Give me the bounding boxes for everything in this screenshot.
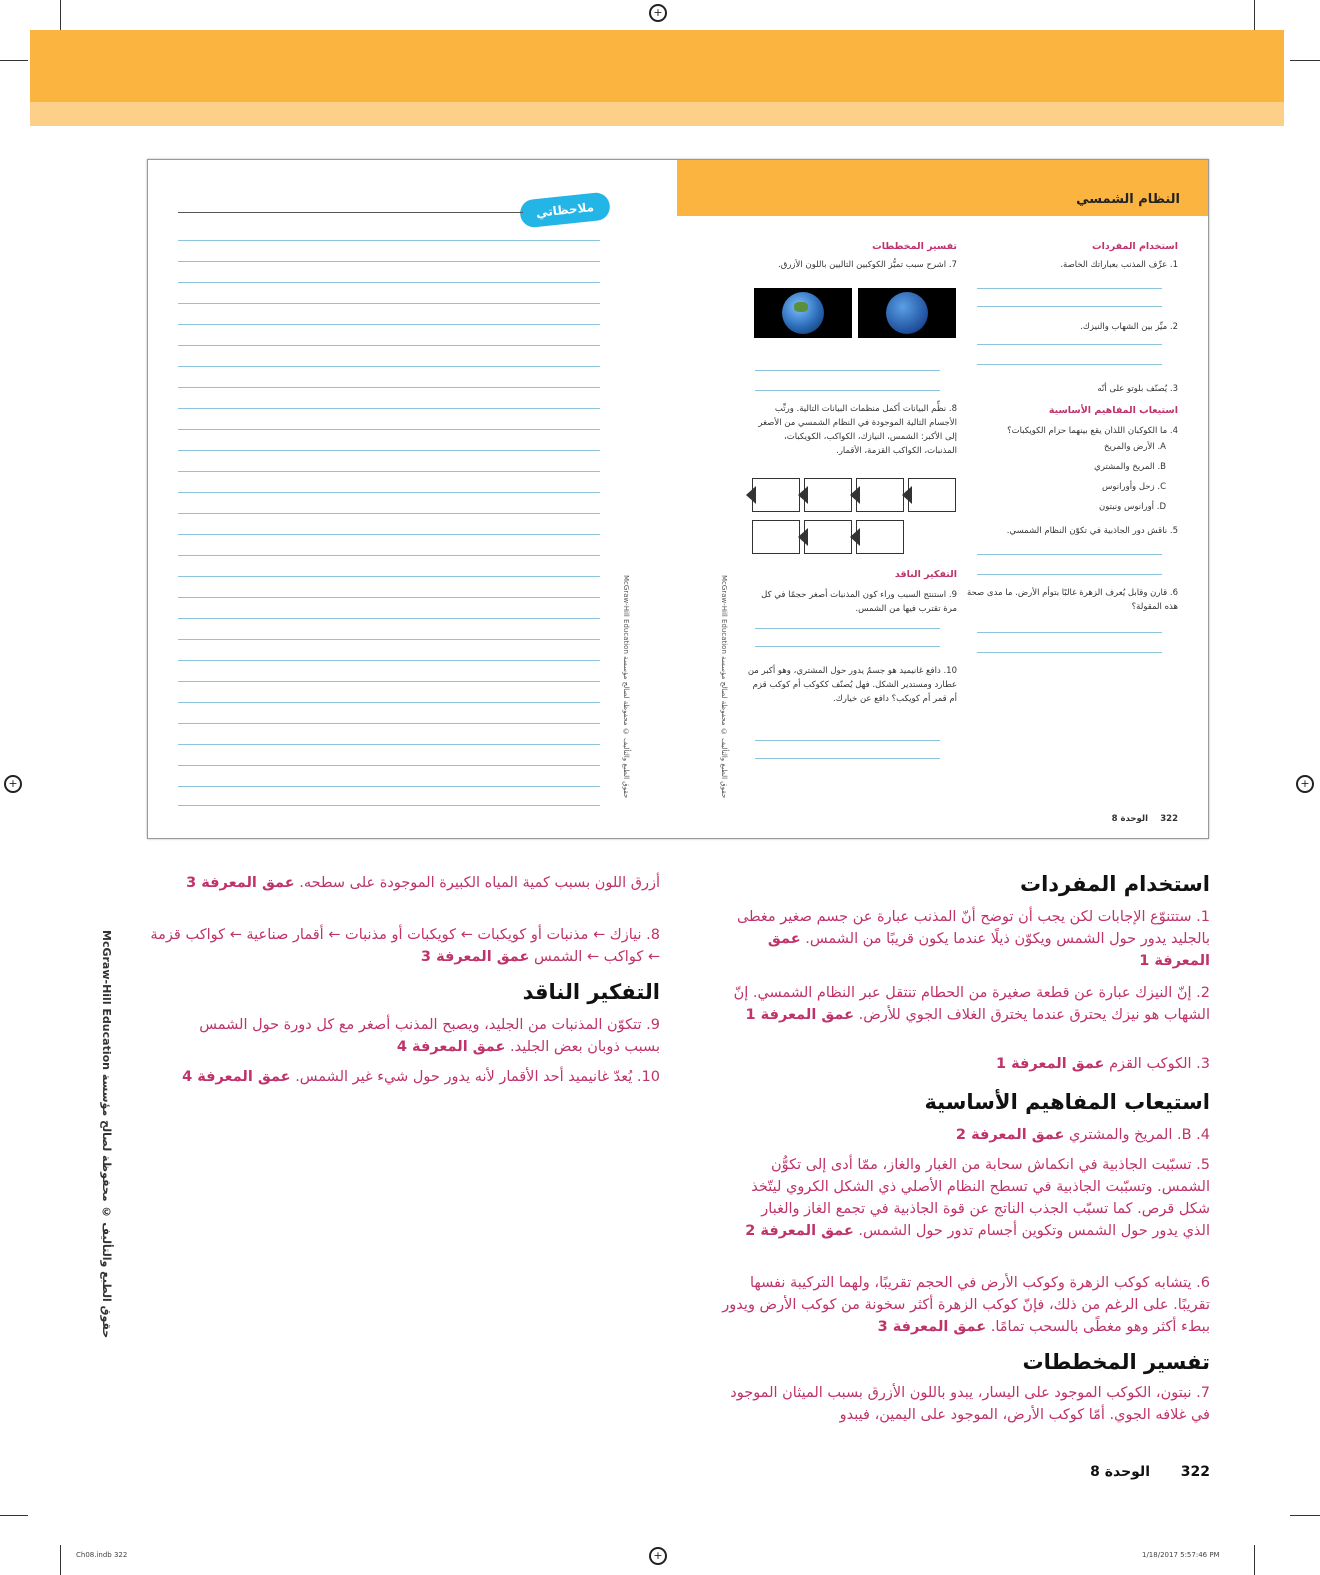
mini-footer-unit: الوحدة 8 (1111, 814, 1148, 824)
answer-9: 9. تتكوّن المذنبات من الجليد، ويصبح المذنب أصغر مع كل دورة حول الشمس بسبب ذوبان بعض الجليد. عمق المعرفة 4 (199, 1017, 660, 1055)
answer-6: 6. يتشابه كوكب الزهرة وكوكب الأرض في الحجم تقريبًا، ولهما التركيبة نفسها تقريبًا. على الرغم من ذلك، فإنّ كوكب الزهرة أكثر سخونة من كوكب الأرض ويدور ببطء أكثر وهو مغطًى بالسحب تمامًا. عمق المعرفة 3 (722, 1275, 1210, 1335)
footer-page: 322 (1180, 1464, 1210, 1480)
answer-1: 1. ستتنوّع الإجابات لكن يجب أن توضح أنّ المذنب عبارة عن جسم صغير مغطى بالجليد يدور حول الشمس ويكوّن ذيلًا عندما يكون قريبًا من الشمس. عمق المعرفة 1 (736, 909, 1210, 969)
answer-2: 2. إنّ النيزك عبارة عن قطعة صغيرة من الحطام تنتقل عبر النظام الشمسي. إنّ الشهاب هو نيزك يحترق عندما يخترق الغلاف الجوي للأرض. عمق المعرفة 1 (733, 985, 1210, 1023)
mini-h-diagrams: تفسير المخططات (872, 241, 957, 252)
heading-critical: التفكير الناقد (522, 980, 660, 1004)
mini-q7: 7. اشرح سبب تميُّز الكوكبين التاليين باللون الأزرق. (778, 260, 957, 270)
mini-q4: 4. ما الكوكبان اللذان يقع بينهما حزام الكويكبات؟ (1007, 426, 1178, 436)
answer-7-continued: أزرق اللون بسبب كمية المياه الكبيرة الموجودة على سطحه. عمق المعرفة 3 (186, 875, 660, 891)
heading-vocabulary: استخدام المفردات (1019, 872, 1210, 896)
registration-mark-icon: + (649, 1547, 667, 1565)
mini-q9: 9. استنتج السبب وراء كون المذنبات أصغر حجمًا في كل مرة تقترب فيها من الشمس. (761, 590, 957, 614)
mini-q6: 6. قارن وقابل يُعرف الزهرة غالبًا بتوأم الأرض. ما مدى صحة هذه المقولة؟ (966, 588, 1178, 612)
student-page-thumbnail (147, 159, 1209, 839)
heading-concepts: استيعاب المفاهيم الأساسية (924, 1090, 1210, 1114)
answer-10: 10. يُعدّ غانيميد أحد الأقمار لأنه يدور حول شيء غير الشمس. عمق المعرفة 4 (182, 1069, 660, 1085)
registration-mark-icon: + (4, 775, 22, 793)
answer-3: 3. الكوكب القزم عمق المعرفة 1 (995, 1056, 1210, 1072)
mini-q5: 5. ناقش دور الجاذبية في تكوّن النظام الشمسي. (1006, 526, 1178, 536)
side-copyright: حقوق الطبع والتأليف © محفوظة لصالح مؤسسة McGraw-Hill Education (100, 930, 113, 1339)
mini-copyright-2: حقوق الطبع والتأليف © محفوظة لصالح مؤسسة McGraw-Hill Education (720, 575, 728, 799)
slug-file: Ch08.indb 322 (76, 1551, 128, 1559)
mini-q10: 10. دافع غانيميد هو جسمٌ يدور حول المشتري، وهو أكبر من عطارد ومستدير الشكل. فهل يُصنّف ككوكب أم كوكب قزم أم قمر أم كويكب؟ دافع عن خيارك. (747, 666, 957, 704)
slug-date: 1/18/2017 5:57:46 PM (1142, 1551, 1220, 1559)
footer-unit: الوحدة 8 (1090, 1464, 1150, 1480)
mini-q1: 1. عرِّف المذنب بعباراتك الخاصة. (1060, 260, 1178, 270)
mini-h-vocab: استخدام المفردات (1092, 241, 1178, 252)
mini-page-header (677, 160, 1208, 216)
answer-5: 5. تسبّبت الجاذبية في انكماش سحابة من الغبار والغاز، ممّا أدى إلى تكوُّن الشمس. وتسبّبت الجاذبية في تسطح النظام الأصلي ذي الشكل الكروي ليتّخذ شكل قرص. كما تسبّب الجذب الناتج عن قوة الجاذبية في تجمع الغاز والغبار الذي يدور حول الشمس وتكوين أجسام تدور حول الشمس. عمق المعرفة 2 (745, 1157, 1210, 1239)
mini-copyright: حقوق الطبع والتأليف © محفوظة لصالح مؤسسة McGraw-Hill Education (622, 575, 630, 799)
mini-footer-page: 322 (1160, 814, 1178, 824)
mini-q4a: A. الأرض والمريخ (1103, 442, 1166, 452)
top-banner (30, 30, 1284, 102)
top-banner-strip (30, 102, 1284, 126)
registration-mark-icon: + (1296, 775, 1314, 793)
mini-q8: 8. نظِّم البيانات أكمل منظمات البيانات التالية. ورتِّب الأجسام التالية الموجودة في النظام الشمسي من الأصغر إلى الأكبر: الشمس، النيازك، الكواكب، الكويكبات، المذنبات، الكواكب القزمة، الأقمار. (758, 404, 957, 456)
answer-7: 7. نبتون، الكوكب الموجود على اليسار، يبدو باللون الأزرق بسبب الميثان الموجود في غلافه الجوي. أمّا كوكب الأرض، الموجود على اليمين، فيبدو (730, 1385, 1210, 1423)
mini-q4c: C. زحل وأورانوس (1101, 482, 1166, 492)
mini-q2: 2. ميِّز بين الشهاب والنيزك. (1080, 322, 1178, 332)
mini-h-concepts: استيعاب المفاهيم الأساسية (1048, 405, 1178, 416)
earth-photo (754, 288, 852, 338)
registration-mark-icon: + (649, 4, 667, 22)
mini-q4b: B. المريخ والمشتري (1094, 462, 1166, 472)
mini-h-critical: التفكير الناقد (894, 569, 957, 580)
neptune-photo (858, 288, 956, 338)
mini-page-title: النظام الشمسي (1076, 192, 1180, 207)
heading-diagrams: تفسير المخططات (1022, 1350, 1210, 1374)
mini-q3: 3. يُصنّف بلوتو على أنّه (1097, 384, 1178, 394)
answer-8: 8. نيازك ← مذنبات أو كويكبات ← كويكبات أو مذنبات ← أقمار صناعية ← كواكب قزمة ← كواكب ← الشمس عمق المعرفة 3 (150, 927, 660, 965)
notes-tag: ملاحظاتي (519, 191, 611, 228)
mini-q4d: D. أورانوس ونبتون (1099, 502, 1166, 512)
answer-4: 4. B. المريخ والمشتري عمق المعرفة 2 (955, 1127, 1210, 1143)
